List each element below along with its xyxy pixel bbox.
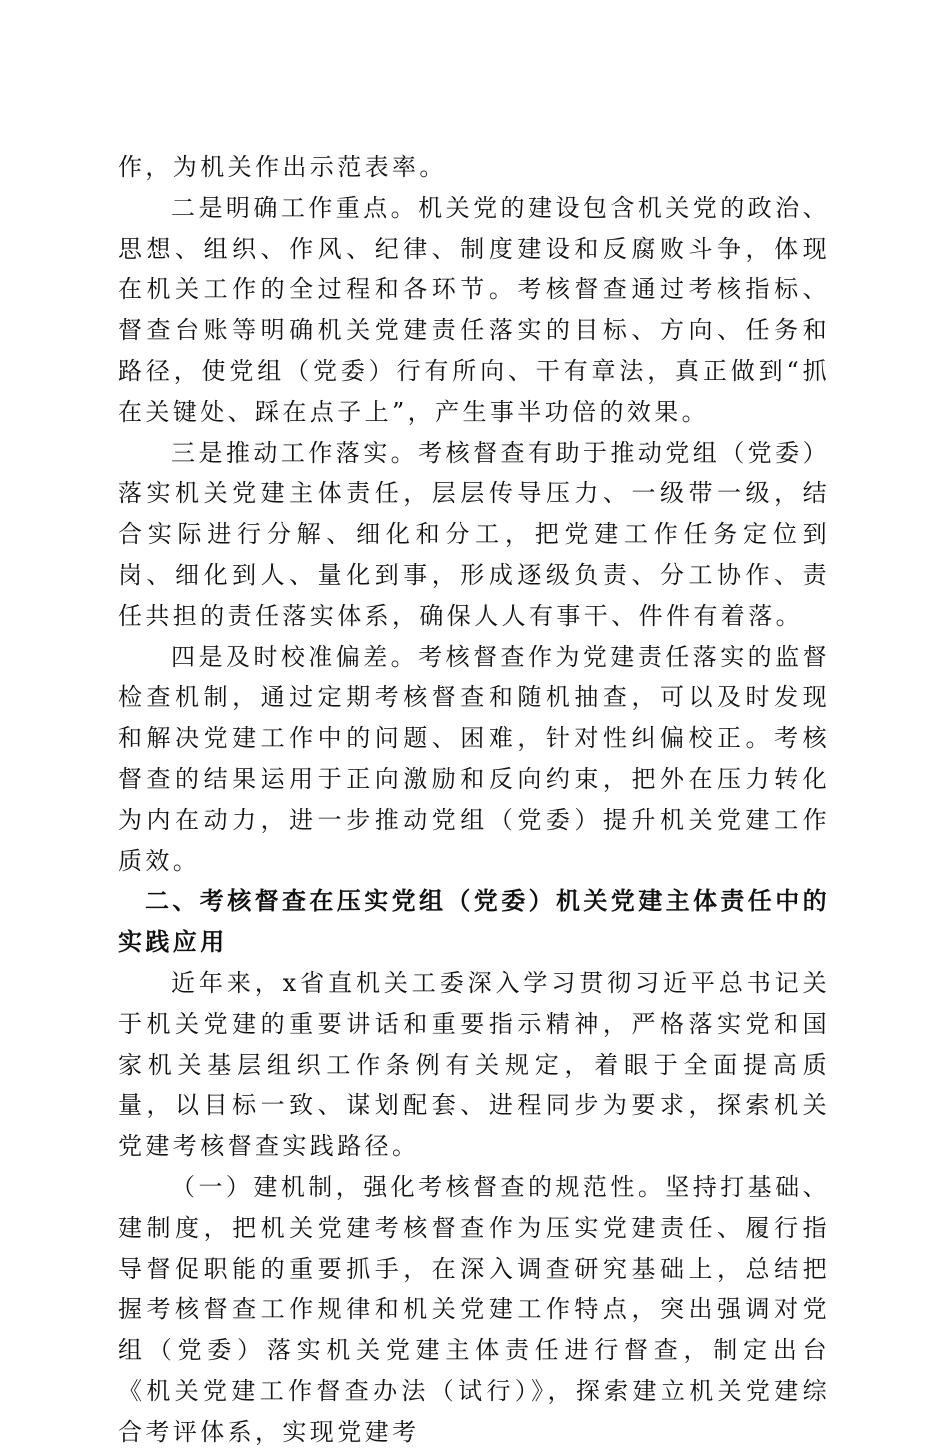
section-heading-two: 二、考核督查在压实党组（党委）机关党建主体责任中的实践应用 [118, 887, 830, 957]
paragraph-continuation: 作，为机关作出示范表率。 [118, 153, 447, 181]
paragraph-intro-practice: 近年来，x省直机关工委深入学习贯彻习近平总书记关于机关党建的重要讲话和重要指示精神，严格落实党和国家机关基层组织工作条例有关规定，着眼于全面提高质量，以目标一致、谋划配套、进程同步为要求，探索机关党建考核督查实践路径。 [118, 968, 830, 1161]
paragraph-point-two: 二是明确工作重点。机关党的建设包含机关党的政治、思想、组织、作风、纪律、制度建设和反腐败斗争，体现在机关工作的全过程和各环节。考核督查通过考核指标、督查台账等明确机关党建责任落实的目标、方向、任务和路径，使党组（党委）行有所向、干有章法，真正做到“抓在关键处、踩在点子上”，产生事半功倍的效果。 [118, 193, 830, 426]
paragraph-point-three: 三是推动工作落实。考核督查有助于推动党组（党委）落实机关党建主体责任，层层传导压力、一级带一级，结合实际进行分解、细化和分工，把党建工作任务定位到岗、细化到人、量化到事，形成逐级负责、分工协作、责任共担的责任落实体系，确保人人有事干、件件有着落。 [118, 438, 830, 630]
paragraph-subsection-one: （一）建机制，强化考核督查的规范性。坚持打基础、建制度，把机关党建考核督查作为压实党建责任、履行指导督促职能的重要抓手，在深入调查研究基础上，总结把握考核督查工作规律和机关党建工作特点，突出强调对党组（党委）落实机关党建主体责任进行督查，制定出台《机关党建工作督查办法（试行）》，探索建立机关党建综合考评体系，实现党建考 [118, 1172, 830, 1446]
document-page [118, 147, 830, 1453]
paragraph-point-four: 四是及时校准偏差。考核督查作为党建责任落实的监督检查机制，通过定期考核督查和随机抽查，可以及时发现和解决党建工作中的问题、困难，针对性纠偏校正。考核督查的结果运用于正向激励和反向约束，把外在压力转化为内在动力，进一步推动党组（党委）提升机关党建工作质效。 [118, 642, 830, 875]
